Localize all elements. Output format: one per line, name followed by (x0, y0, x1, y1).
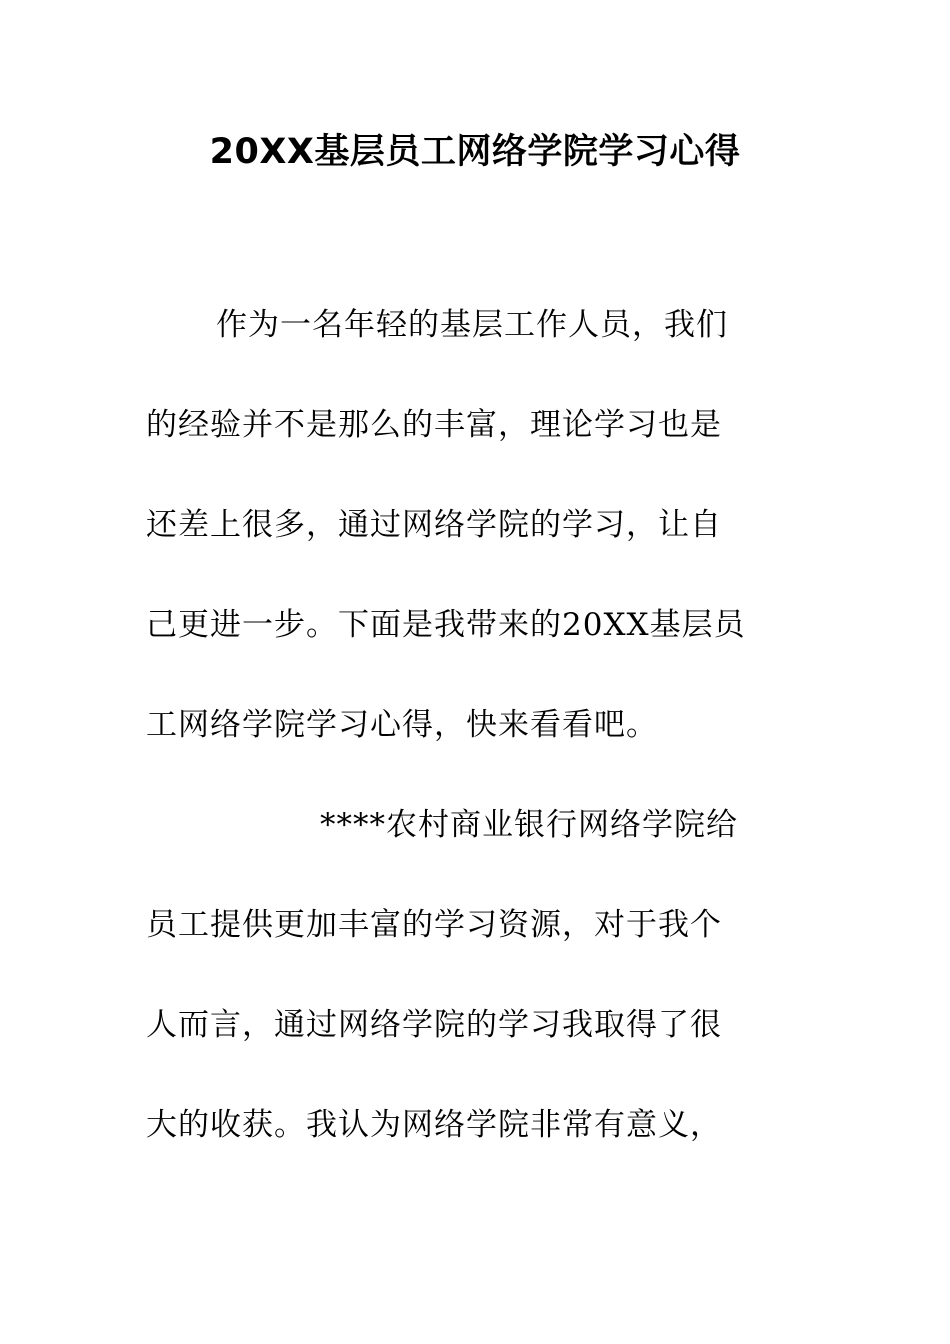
paragraph-line: 己更进一步。下面是我带来的20XX基层员 (146, 607, 746, 643)
paragraph-line: 的经验并不是那么的丰富，理论学习也是 (146, 407, 722, 443)
paragraph-line: 员工提供更加丰富的学习资源，对于我个 (146, 907, 722, 943)
paragraph-line: 人而言，通过网络学院的学习我取得了很 (146, 1007, 722, 1043)
paragraph-line: 作为一名年轻的基层工作人员，我们 (216, 307, 728, 343)
document-title: 20XX基层员工网络学院学习心得 (209, 132, 741, 172)
paragraph-line: 还差上很多，通过网络学院的学习，让自 (146, 507, 722, 543)
paragraph-line: ****农村商业银行网络学院给 (320, 807, 738, 843)
paragraph-line: 大的收获。我认为网络学院非常有意义， (146, 1107, 722, 1143)
paragraph-line: 工网络学院学习心得，快来看看吧。 (146, 707, 658, 743)
